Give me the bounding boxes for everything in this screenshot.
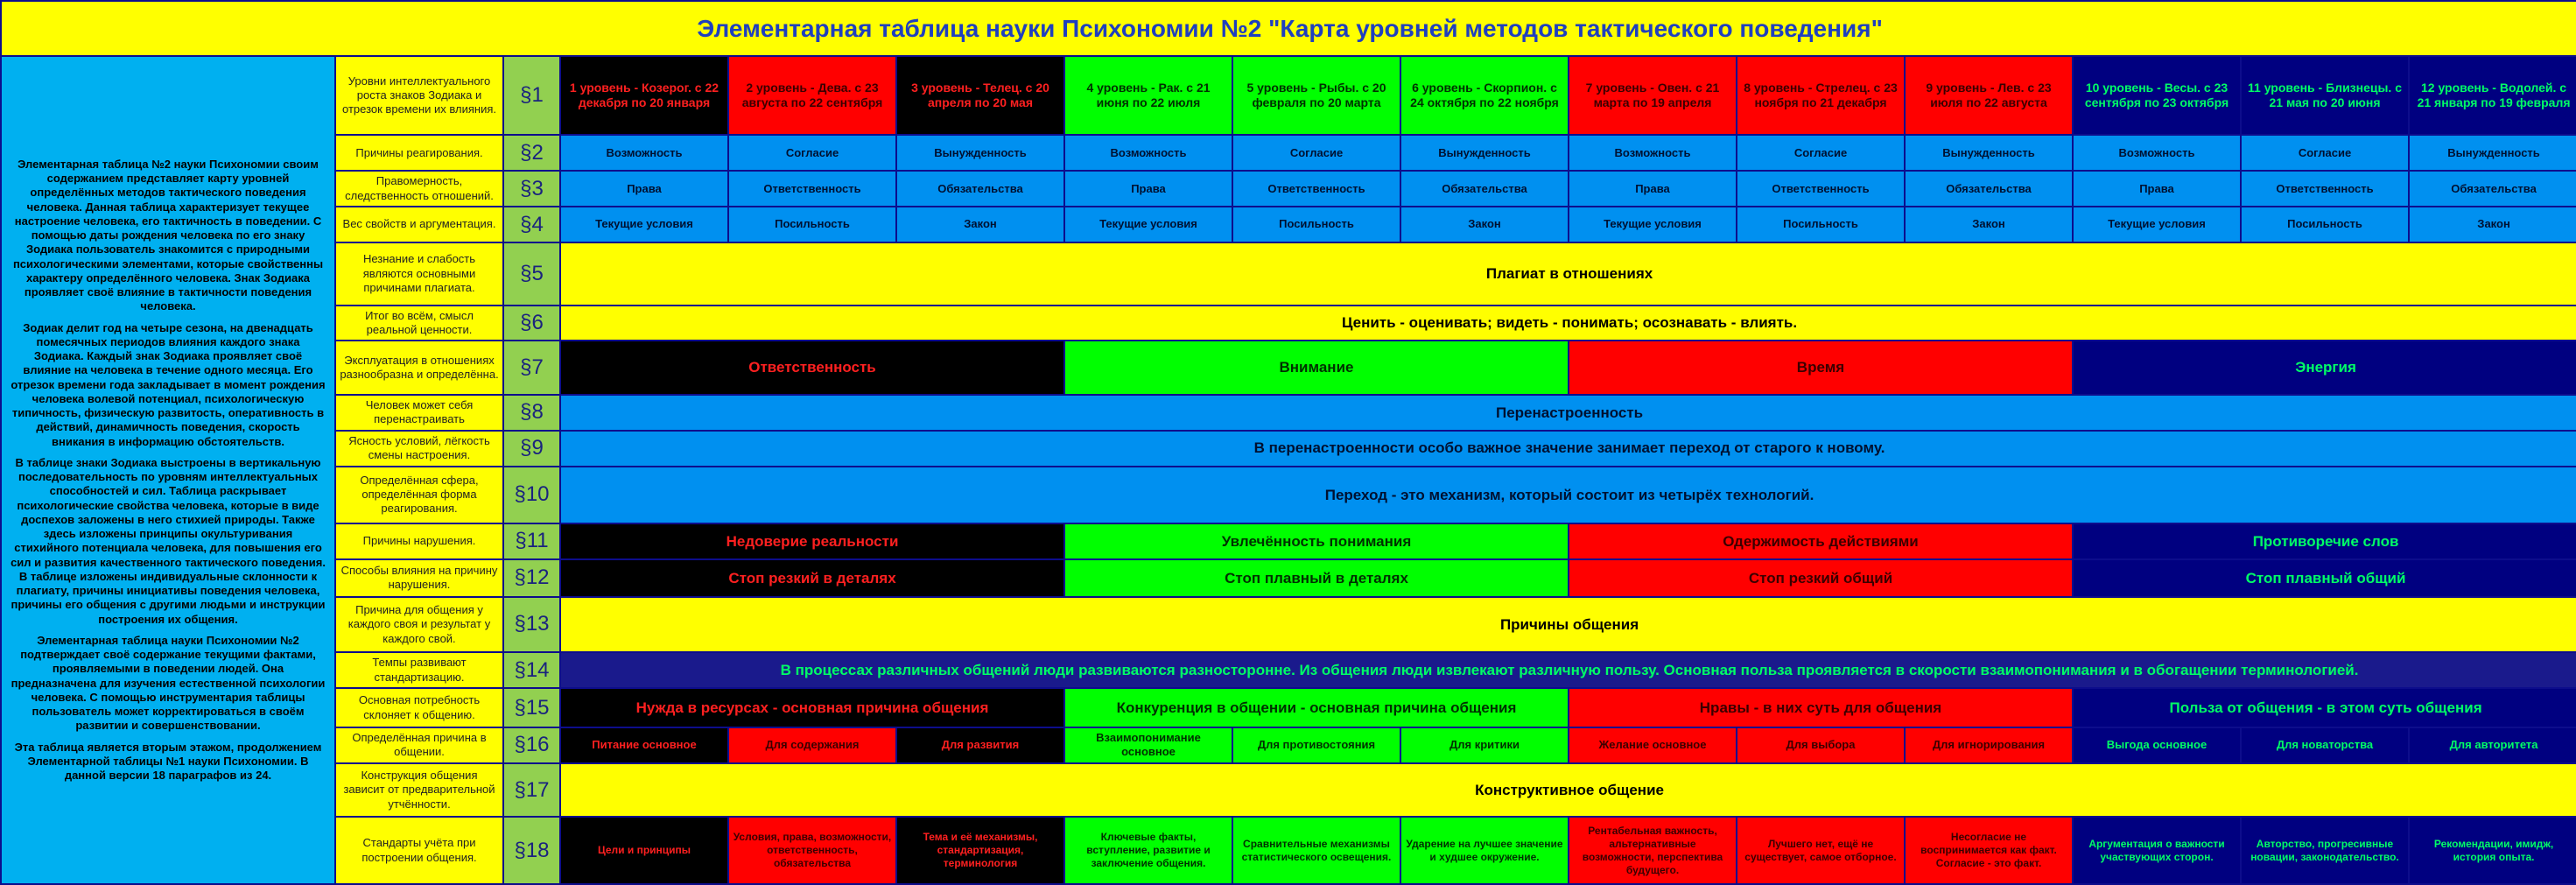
- value-cell: Права: [1064, 171, 1232, 207]
- table-row: [1, 688, 2576, 727]
- table-row: [1, 306, 2576, 341]
- paragraph-number: §14: [503, 652, 560, 688]
- value-cell: Ключевые факты, вступление, развитие и заключение общения.: [1064, 817, 1232, 884]
- table-title: Элементарная таблица науки Психономии №2 "Карта уровней методов тактического поведения": [1, 1, 2576, 56]
- value-cell: Согласие: [728, 135, 896, 171]
- value-cell: Желание основное: [1569, 727, 1737, 763]
- value-cell: Возможность: [560, 135, 728, 171]
- row-label: Определённая сфера, определённая форма реагирования.: [335, 467, 503, 523]
- paragraph-number: §1: [503, 56, 560, 135]
- table-row: [1, 727, 2576, 763]
- value-cell: Текущие условия: [1064, 207, 1232, 242]
- description-paragraph: В таблице знаки Зодиака выстроены в вертикальную последовательность по уровням интеллектуальных способностей и сил. Таблица раскрывает психологические свойства человека, которые в виде доспехов заложены в него стихией природы. Также здесь изложены принципы окультуривания стихийного потенциала человека, для повышения его сил и развития качественного тактического поведения. В таблице изложены индивидуальные склонности к плагиату, причины инициативы поведения человека, причины его общения с другими людьми и инструкции построения их общения.: [11, 455, 326, 626]
- group-cell: Стоп плавный в деталях: [1064, 559, 1569, 597]
- value-cell: Посильность: [1232, 207, 1400, 242]
- table-row: [1, 341, 2576, 394]
- paragraph-number: §18: [503, 817, 560, 884]
- paragraph-number: §17: [503, 763, 560, 817]
- description-paragraph: Элементарная таблица науки Психономии №2 подтверждает своё содержание текущими фактами, проявляемыми в поведении людей. Она предназначена для изучения естественной психологии человека. С помощью инструментария таблицы пользователь может корректироваться в своём развитии и совершенствовании.: [11, 633, 326, 733]
- row-label: Вес свойств и аргументация.: [335, 207, 503, 242]
- value-cell: Рентабельная важность, альтернативные возможности, перспектива будущего.: [1569, 817, 1737, 884]
- paragraph-number: §6: [503, 306, 560, 341]
- value-cell: Сравнительные механизмы статистического освещения.: [1232, 817, 1400, 884]
- table-row: [1, 431, 2576, 467]
- merged-cell: Плагиат в отношениях: [560, 242, 2576, 306]
- group-cell: Нужда в ресурсах - основная причина общения: [560, 688, 1064, 727]
- value-cell: Согласие: [1737, 135, 1905, 171]
- row-label: Незнание и слабость являются основными причинами плагиата.: [335, 242, 503, 306]
- level-header: 7 уровень - Овен. с 21 марта по 19 апреля: [1569, 56, 1737, 135]
- paragraph-number: §10: [503, 467, 560, 523]
- value-cell: Для развития: [896, 727, 1064, 763]
- value-cell: Согласие: [1232, 135, 1400, 171]
- level-header: 5 уровень - Рыбы. с 20 февраля по 20 марта: [1232, 56, 1400, 135]
- value-cell: Для авторитета: [2409, 727, 2576, 763]
- level-header: 10 уровень - Весы. с 23 сентября по 23 октября: [2073, 56, 2241, 135]
- row-label: Конструкция общения зависит от предварительной утчённости.: [335, 763, 503, 817]
- value-cell: Текущие условия: [2073, 207, 2241, 242]
- paragraph-number: §15: [503, 688, 560, 727]
- value-cell: Вынужденность: [2409, 135, 2576, 171]
- row-label: Причины реагирования.: [335, 135, 503, 171]
- value-cell: Ударение на лучшее значение и худшее окружение.: [1400, 817, 1569, 884]
- value-cell: Цели и принципы: [560, 817, 728, 884]
- value-cell: Выгода основное: [2073, 727, 2241, 763]
- value-cell: Ответственность: [2241, 171, 2409, 207]
- value-cell: Ответственность: [728, 171, 896, 207]
- level-header: 1 уровень - Козерог. с 22 декабря по 20 января: [560, 56, 728, 135]
- group-cell: Увлечённость понимания: [1064, 523, 1569, 559]
- group-cell: Противоречие слов: [2073, 523, 2576, 559]
- merged-cell: Причины общения: [560, 597, 2576, 652]
- value-cell: Возможность: [2073, 135, 2241, 171]
- value-cell: Права: [2073, 171, 2241, 207]
- group-cell: Стоп резкий в деталях: [560, 559, 1064, 597]
- value-cell: Обязательства: [896, 171, 1064, 207]
- level-header: 6 уровень - Скорпион. с 24 октября по 22 ноября: [1400, 56, 1569, 135]
- value-cell: Посильность: [2241, 207, 2409, 242]
- value-cell: Для выбора: [1737, 727, 1905, 763]
- level-header: 3 уровень - Телец. с 20 апреля по 20 мая: [896, 56, 1064, 135]
- group-cell: Внимание: [1064, 341, 1569, 394]
- value-cell: Питание основное: [560, 727, 728, 763]
- value-cell: Возможность: [1064, 135, 1232, 171]
- value-cell: Обязательства: [2409, 171, 2576, 207]
- value-cell: Посильность: [728, 207, 896, 242]
- paragraph-number: §9: [503, 431, 560, 467]
- value-cell: Вынужденность: [1400, 135, 1569, 171]
- table-row: [1, 395, 2576, 431]
- group-cell: Нравы - в них суть для общения: [1569, 688, 2073, 727]
- value-cell: Закон: [1400, 207, 1569, 242]
- table-row: [1, 207, 2576, 242]
- row-label: Способы влияния на причину нарушения.: [335, 559, 503, 597]
- value-cell: Вынужденность: [1905, 135, 2073, 171]
- row-label: Определённая причина в общении.: [335, 727, 503, 763]
- value-cell: Для критики: [1400, 727, 1569, 763]
- value-cell: Тема и её механизмы, стандартизация, терминология: [896, 817, 1064, 884]
- value-cell: Обязательства: [1400, 171, 1569, 207]
- value-cell: Права: [560, 171, 728, 207]
- level-header: 12 уровень - Водолей. с 21 января по 19 февраля: [2409, 56, 2576, 135]
- value-cell: Закон: [2409, 207, 2576, 242]
- row-label: Эксплуатация в отношениях разнообразна и определённа.: [335, 341, 503, 394]
- value-cell: Лучшего нет, ещё не существует, самое отборное.: [1737, 817, 1905, 884]
- table-row: [1, 56, 2576, 135]
- merged-cell: Перенастроенность: [560, 395, 2576, 431]
- level-header: 8 уровень - Стрелец. с 23 ноября по 21 декабря: [1737, 56, 1905, 135]
- table-row: [1, 652, 2576, 688]
- paragraph-number: §8: [503, 395, 560, 431]
- value-cell: Аргументация о важности участвующих сторон.: [2073, 817, 2241, 884]
- row-label: Стандарты учёта при построении общения.: [335, 817, 503, 884]
- description-panel: [1, 56, 335, 884]
- paragraph-number: §3: [503, 171, 560, 207]
- row-label: Темпы развивают стандартизацию.: [335, 652, 503, 688]
- table-row: [1, 135, 2576, 171]
- level-header: 11 уровень - Близнецы. с 21 мая по 20 июня: [2241, 56, 2409, 135]
- paragraph-number: §13: [503, 597, 560, 652]
- paragraph-number: §11: [503, 523, 560, 559]
- paragraph-number: §16: [503, 727, 560, 763]
- paragraph-number: §7: [503, 341, 560, 394]
- group-cell: Стоп плавный общий: [2073, 559, 2576, 597]
- value-cell: Условия, права, возможности, ответственность, обязательства: [728, 817, 896, 884]
- row-label: Правомерность, следственность отношений.: [335, 171, 503, 207]
- group-cell: Недоверие реальности: [560, 523, 1064, 559]
- group-cell: Время: [1569, 341, 2073, 394]
- paragraph-number: §12: [503, 559, 560, 597]
- value-cell: Текущие условия: [1569, 207, 1737, 242]
- table-row: [1, 523, 2576, 559]
- description-paragraph: Элементарная таблица №2 науки Психономии своим содержанием представляет карту уровней определённых методов тактического поведения человека. Данная таблица характеризует текущее настроение человека, его тактичность в поведении. С помощью даты рождения человека по его знаку Зодиака пользователь знакомится с природными психологическими элементами, которые свойственны характеру определённого человека. Знак Зодиака проявляет своё влияние в тактичности поведения человека.: [12, 157, 324, 313]
- value-cell: Согласие: [2241, 135, 2409, 171]
- row-label: Основная потребность склоняет к общению.: [335, 688, 503, 727]
- table-row: [1, 171, 2576, 207]
- value-cell: Права: [1569, 171, 1737, 207]
- paragraph-number: §4: [503, 207, 560, 242]
- table-row: [1, 817, 2576, 884]
- group-cell: Одержимость действиями: [1569, 523, 2073, 559]
- table-row: [1, 597, 2576, 652]
- table-row: [1, 763, 2576, 817]
- value-cell: Текущие условия: [560, 207, 728, 242]
- group-cell: Энергия: [2073, 341, 2576, 394]
- value-cell: Закон: [1905, 207, 2073, 242]
- row-label: Причина для общения у каждого своя и результат у каждого свой.: [335, 597, 503, 652]
- value-cell: Несогласие не воспринимается как факт. Согласие - это факт.: [1905, 817, 2073, 884]
- value-cell: Посильность: [1737, 207, 1905, 242]
- row-label: Причины нарушения.: [335, 523, 503, 559]
- table-row: [1, 467, 2576, 523]
- value-cell: Взаимопонимание основное: [1064, 727, 1232, 763]
- row-label: Ясность условий, лёгкость смены настроения.: [335, 431, 503, 467]
- value-cell: Для содержания: [728, 727, 896, 763]
- level-header: 4 уровень - Рак. с 21 июня по 22 июля: [1064, 56, 1232, 135]
- paragraph-number: §2: [503, 135, 560, 171]
- merged-cell: Переход - это механизм, который состоит из четырёх технологий.: [560, 467, 2576, 523]
- row-label: Уровни интеллектуального роста знаков Зодиака и отрезок времени их влияния.: [335, 56, 503, 135]
- group-cell: Конкуренция в общении - основная причина общения: [1064, 688, 1569, 727]
- merged-cell: Ценить - оценивать; видеть - понимать; осознавать - влиять.: [560, 306, 2576, 341]
- description-paragraph: Зодиак делит год на четыре сезона, на двенадцать помесячных периодов влияния каждого знака Зодиака. Каждый знак Зодиака проявляет своё влияние на человека в течение одного месяца. Его отрезок времени года закладывает в момент рождения человека волевой потенциал, психологическую типичность, физическую развитость, оперативность в действий, динамичность поведения, скорость вникания в информацию обстоятельств.: [11, 320, 326, 448]
- row-label: Человек может себя перенастраивать: [335, 395, 503, 431]
- merged-cell: В перенастроенности особо важное значение занимает переход от старого к новому.: [560, 431, 2576, 467]
- value-cell: Вынужденность: [896, 135, 1064, 171]
- level-header: 9 уровень - Лев. с 23 июля по 22 августа: [1905, 56, 2073, 135]
- merged-cell: Конструктивное общение: [560, 763, 2576, 817]
- table-row: [1, 559, 2576, 597]
- value-cell: Авторство, прогресивные новации, законодательство.: [2241, 817, 2409, 884]
- description-paragraph: Эта таблица является вторым этажом, продолжением Элементарной таблицы №1 науки Психономии. В данной версии 18 параграфов из 24.: [14, 740, 322, 783]
- value-cell: Закон: [896, 207, 1064, 242]
- value-cell: Для новаторства: [2241, 727, 2409, 763]
- paragraph-number: §5: [503, 242, 560, 306]
- value-cell: Возможность: [1569, 135, 1737, 171]
- value-cell: Для игнорирования: [1905, 727, 2073, 763]
- value-cell: Рекомендации, имидж, история опыта.: [2409, 817, 2576, 884]
- value-cell: Ответственность: [1232, 171, 1400, 207]
- merged-cell: В процессах различных общений люди развиваются разносторонне. Из общения люди извлекают различную пользу. Основная польза проявляется в скорости взаимопонимания и в обогащении терминологией.: [560, 652, 2576, 688]
- group-cell: Стоп резкий общий: [1569, 559, 2073, 597]
- row-label: Итог во всём, смысл реальной ценности.: [335, 306, 503, 341]
- value-cell: Обязательства: [1905, 171, 2073, 207]
- table-row: [1, 242, 2576, 306]
- level-header: 2 уровень - Дева. с 23 августа по 22 сентября: [728, 56, 896, 135]
- value-cell: Ответственность: [1737, 171, 1905, 207]
- value-cell: Для противостояния: [1232, 727, 1400, 763]
- group-cell: Польза от общения - в этом суть общения: [2073, 688, 2576, 727]
- group-cell: Ответственность: [560, 341, 1064, 394]
